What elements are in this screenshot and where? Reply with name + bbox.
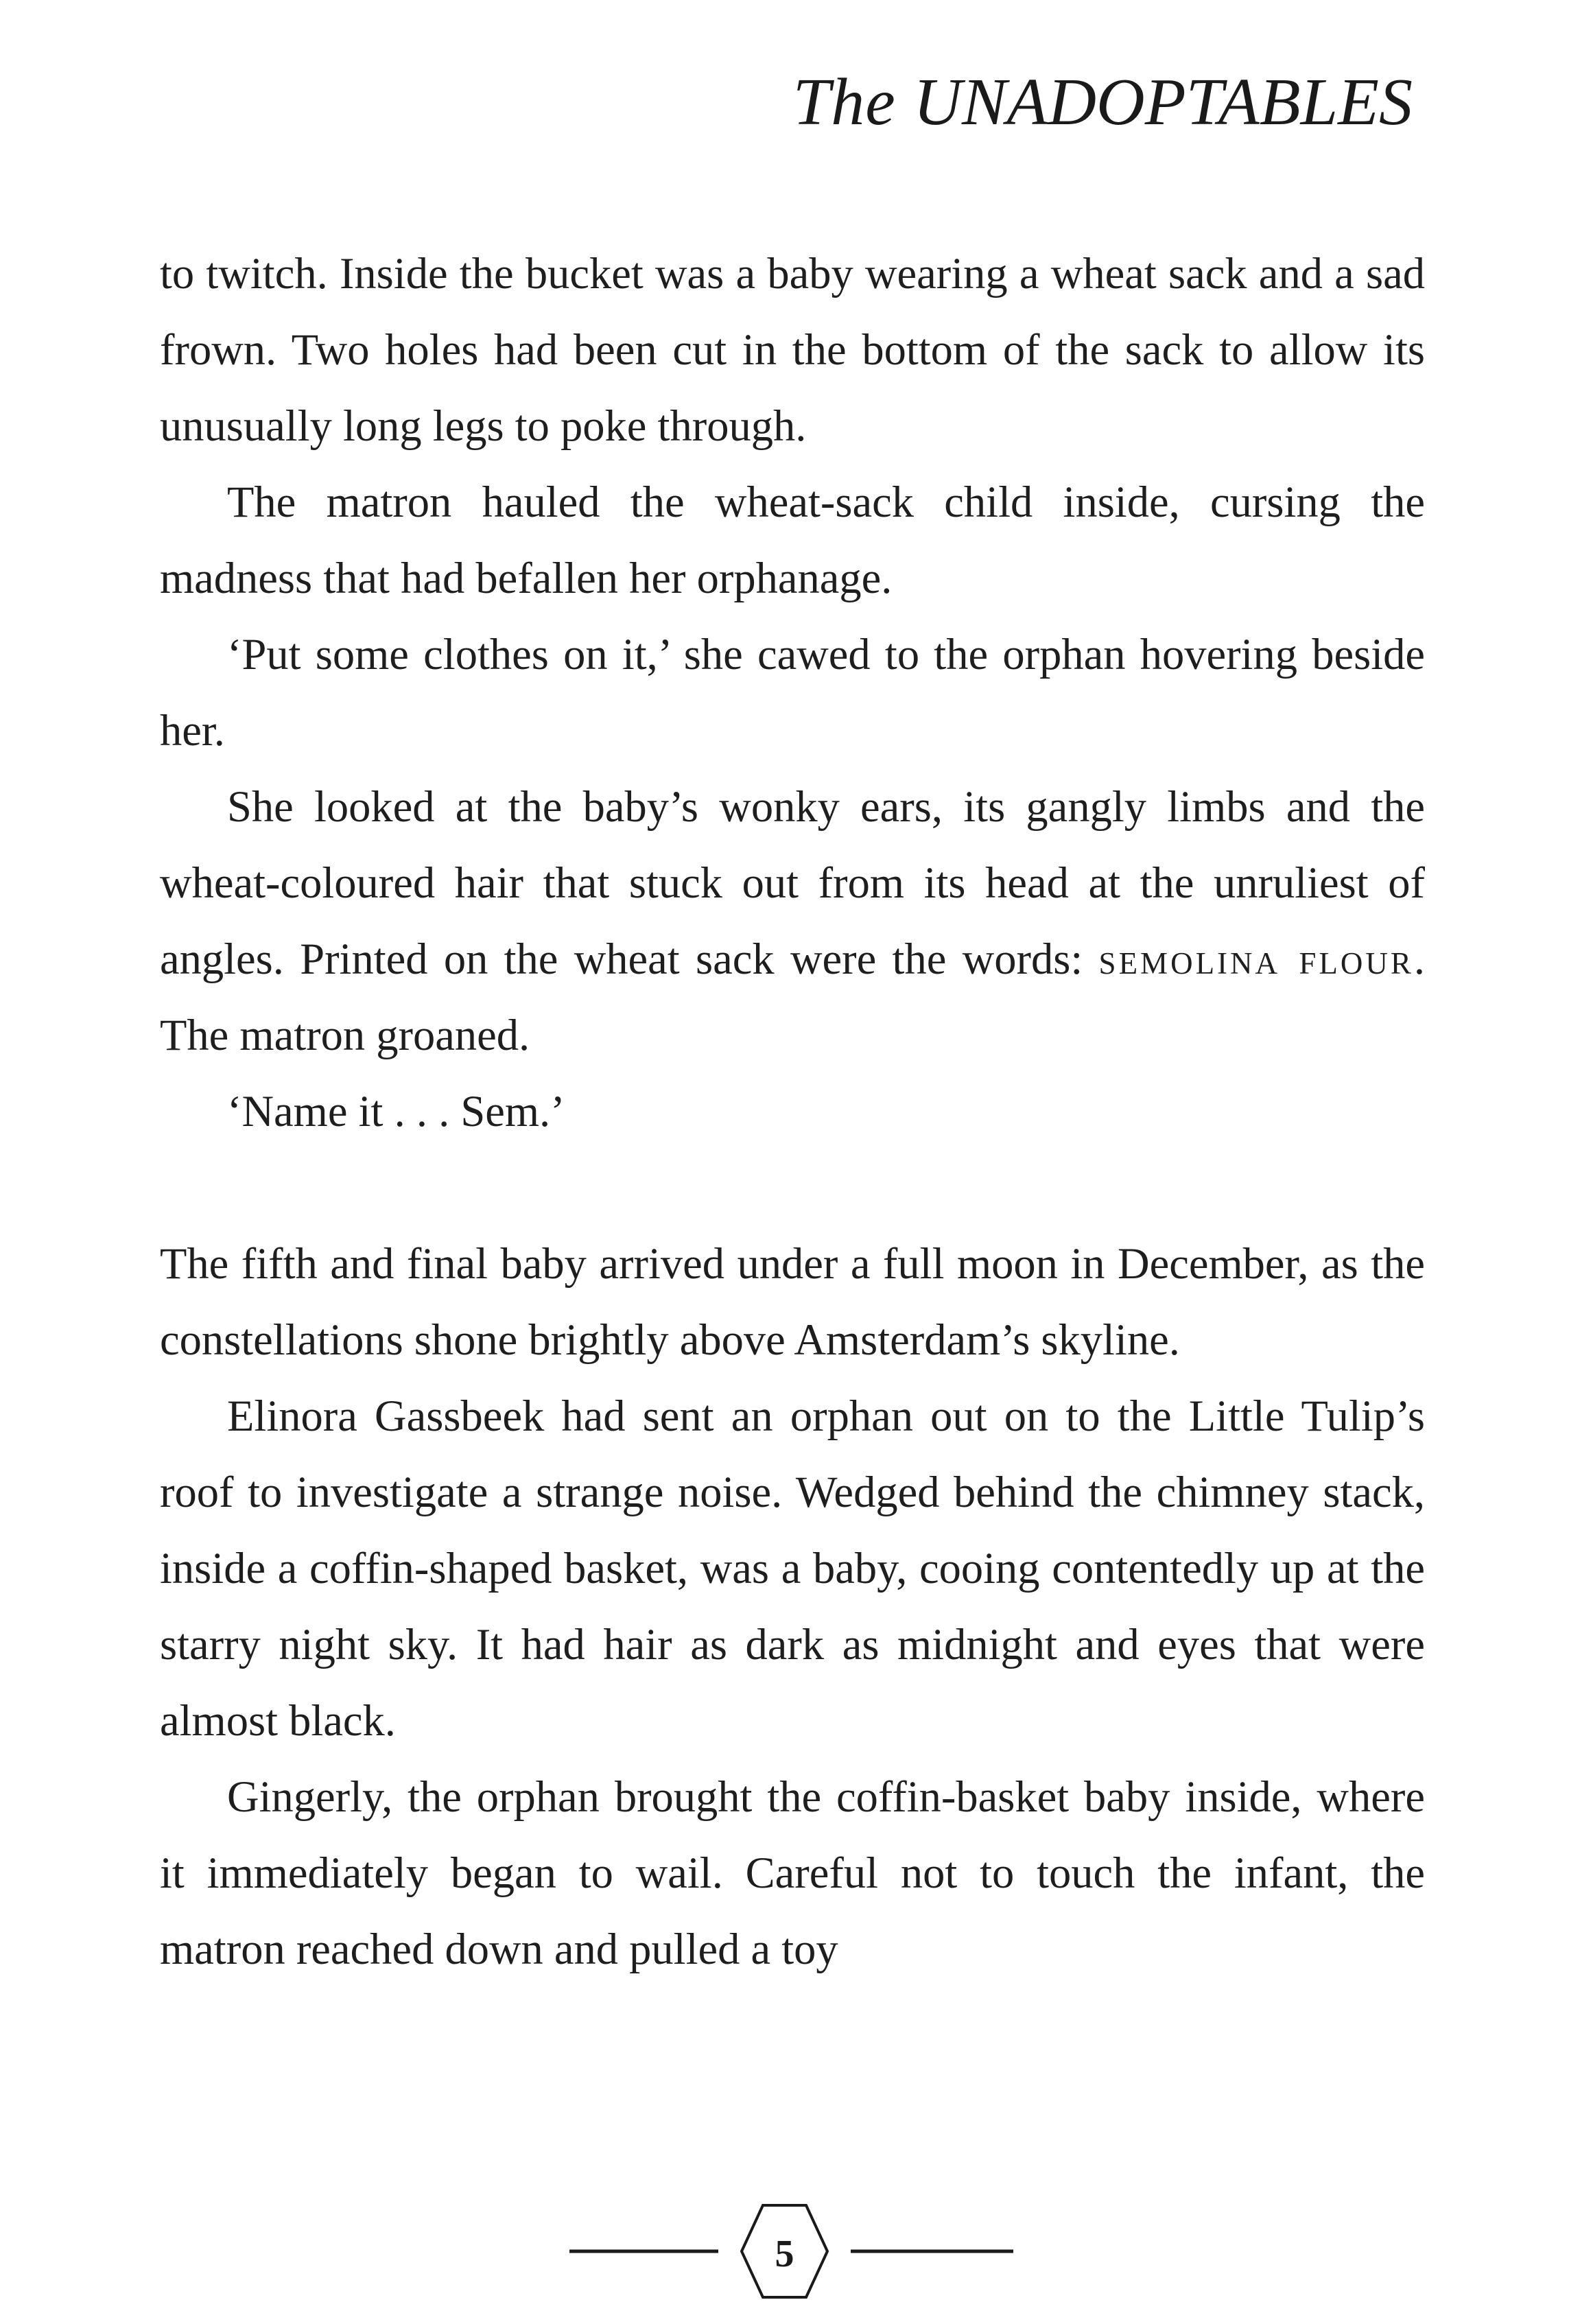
paragraph-text: . The matron groaned. <box>160 935 1425 1059</box>
paragraph-text: She looked at the baby’s wonky ears, its gangly limbs and the wheat-coloured hair that stuck out from its head at the unruliest of angles. Printed on the wheat sack were the words: <box>160 782 1425 983</box>
page-number: 5 <box>775 2233 794 2275</box>
page-folio <box>0 2202 1569 2305</box>
running-head <box>792 65 1413 139</box>
paragraph: The matron hauled the wheat-sack child inside, cursing the madness that had befallen her orphanage. <box>160 478 1425 602</box>
paragraph <box>160 768 1425 1073</box>
paragraph: ‘Put some clothes on it,’ she cawed to the orphan hovering beside her. <box>160 630 1425 755</box>
paragraph: Elinora Gassbeek had sent an orphan out on to the Little Tulip’s roof to investigate a strange noise. Wedged behind the chimney stack, inside a coffin-shaped basket, was a baby, cooing contentedly up at the starry night sky. It had hair as dark as midnight and eyes that were almost black. <box>160 1392 1425 1745</box>
section-opening-paragraph: The fifth and final baby arrived under a full moon in December, as the constellations shone brightly above Amsterdam’s skyline. <box>160 1239 1425 1364</box>
body-text <box>160 235 1425 1987</box>
paragraph: ‘Name it . . . Sem.’ <box>227 1087 565 1136</box>
paragraph: Gingerly, the orphan brought the coffin-basket baby inside, where it immediately began to wail. Careful not to touch the infant, the matron reached down and pulled a toy <box>160 1772 1425 1973</box>
small-caps-label: semolina flour <box>1098 935 1414 983</box>
running-head-prefix: The <box>792 65 896 139</box>
paragraph: to twitch. Inside the bucket was a baby wearing a wheat sack and a sad frown. Two holes had been cut in the bottom of the sack to allow its unusually long legs to poke through. <box>160 249 1425 450</box>
running-head-title: UNADOPTABLES <box>913 65 1413 139</box>
